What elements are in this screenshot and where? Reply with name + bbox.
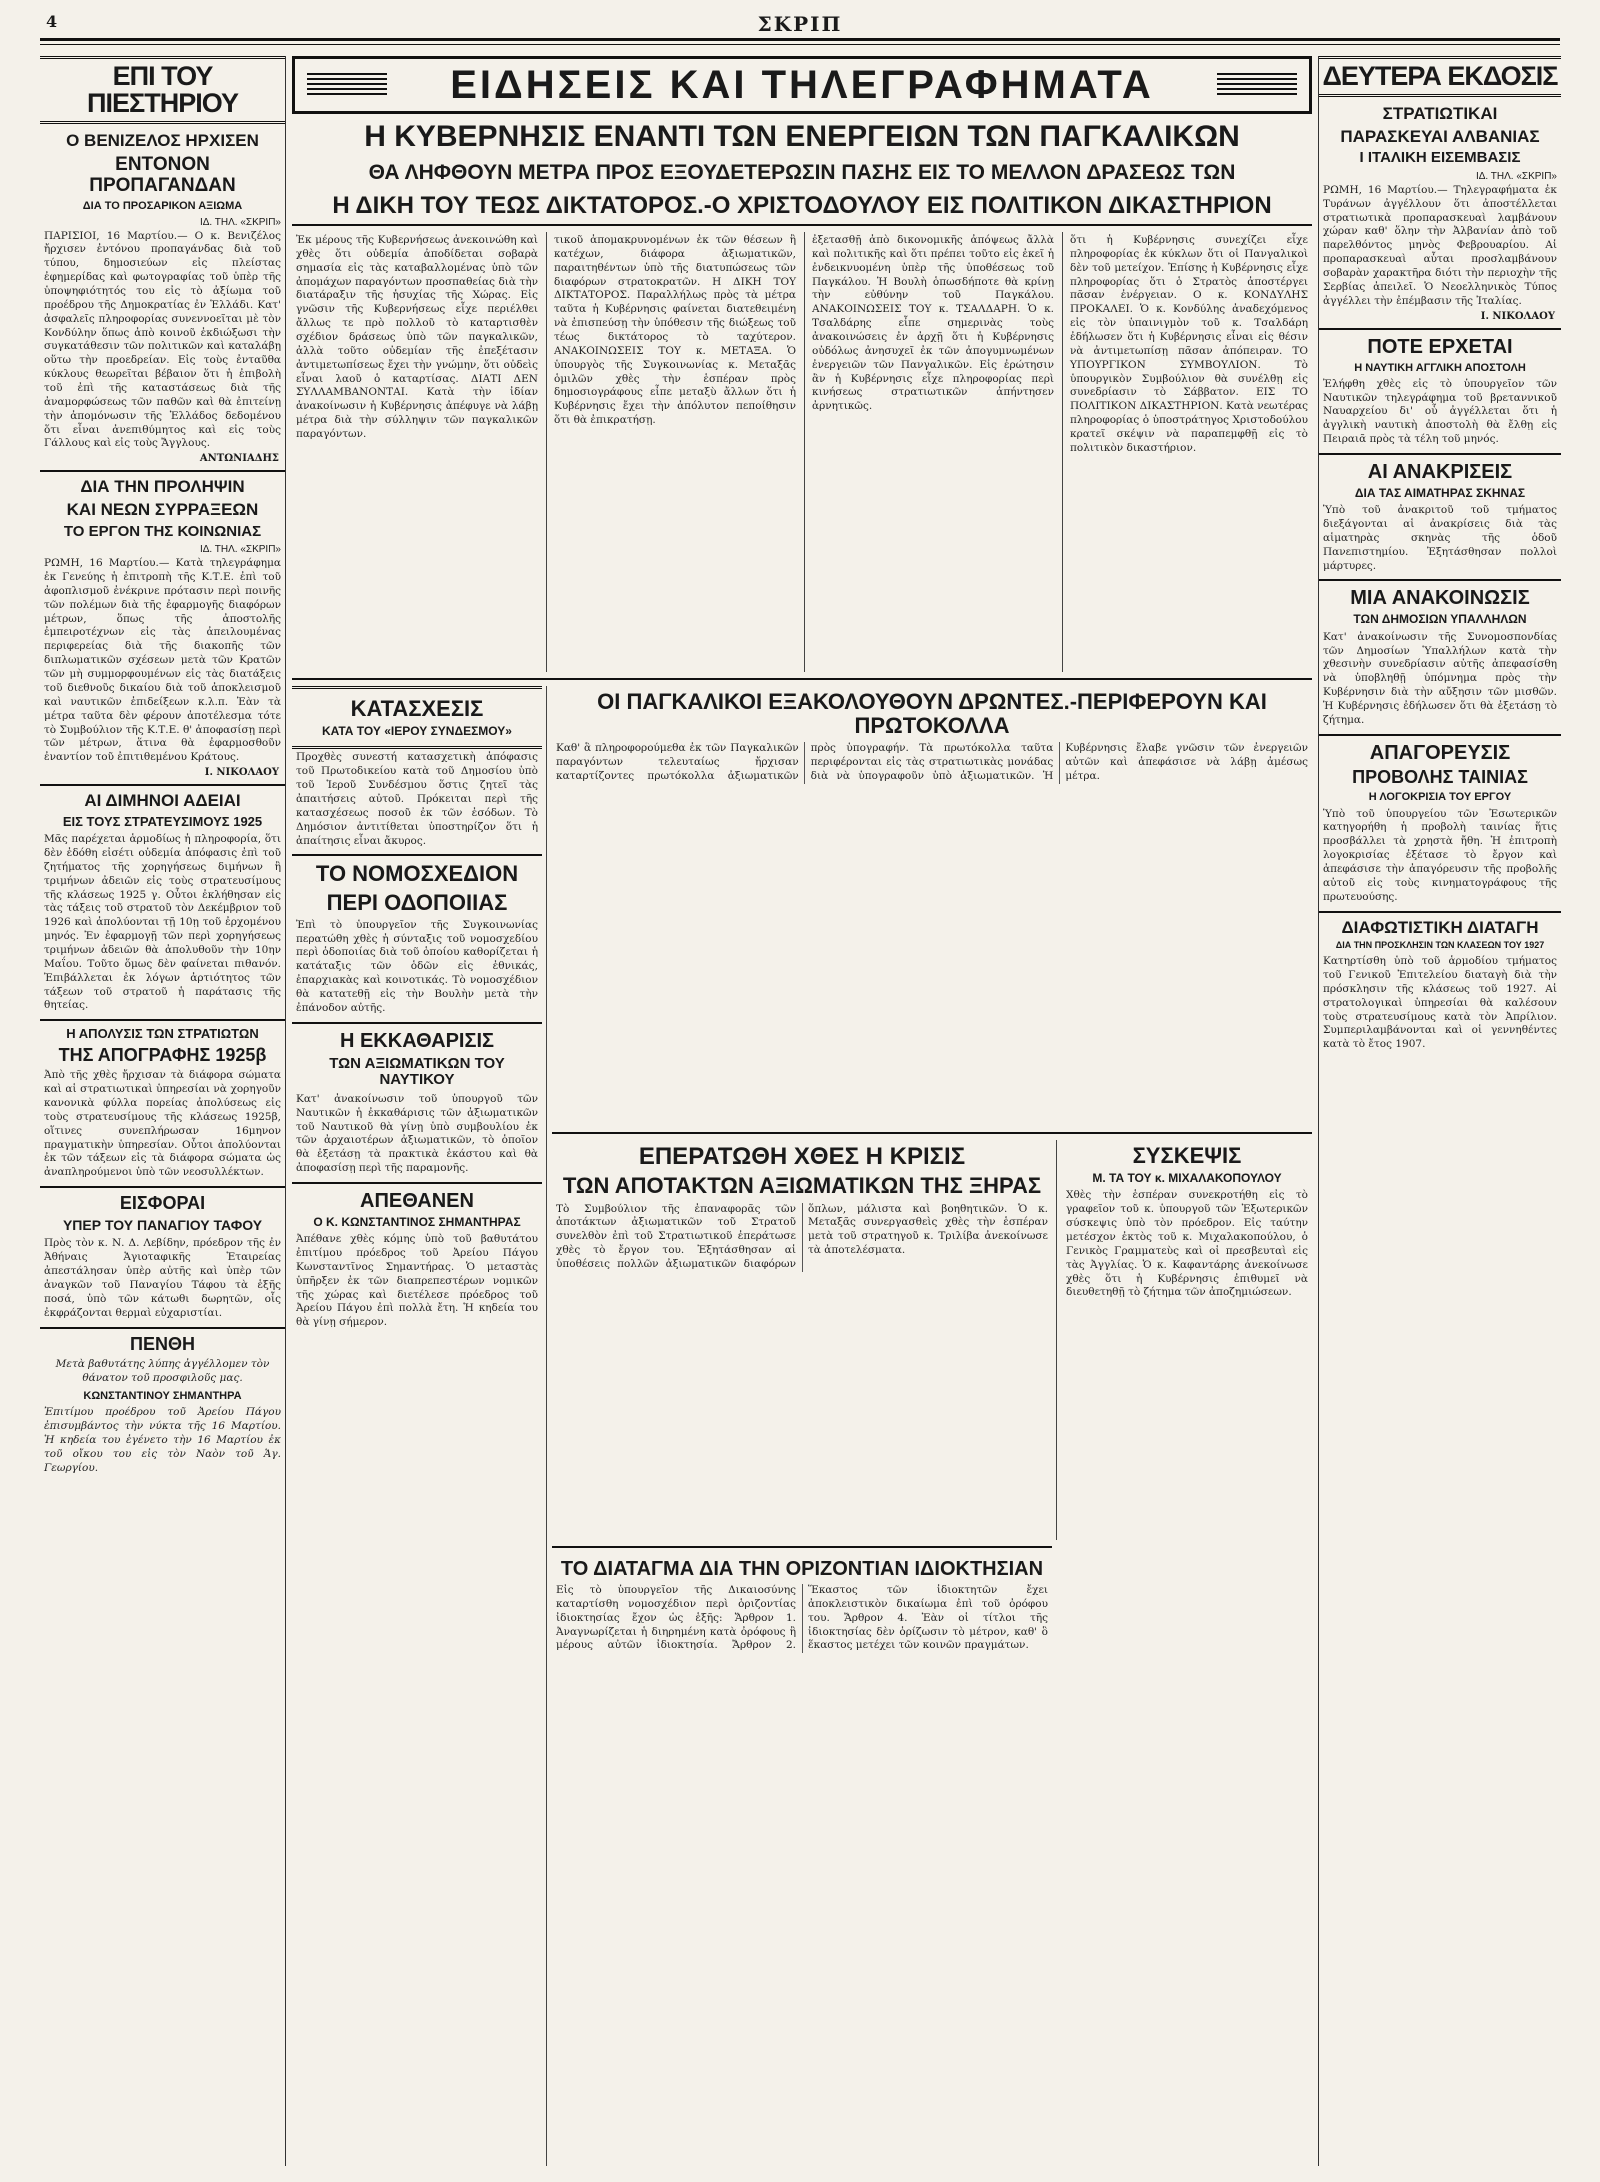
signature: Ι. ΝΙΚΟΛΑΟΥ [204,767,279,779]
headline: ΤΟ ΔΙΑΤΑΓΜΑ ΔΙΑ ΤΗΝ ΟΡΙΖΟΝΤΙΑΝ ΙΔΙΟΚΤΗΣΙΑΝ [560,1558,1044,1580]
article-body: Ἐλήφθη χθὲς εἰς τὸ ὑπουργεῖον τῶν Ναυτικῶν τηλεγράφημα τοῦ βρεταννικοῦ Ναυαρχείου δι' οὗ ἀγγέλλεται ὅτι ἡ ἀγγλικὴ ναυτικὴ ἀποστολὴ θὰ ἔλθῃ εἰς Πειραιᾶ πρὸς τὰ τέλη τοῦ μηνός. [1323,377,1557,446]
sub-column-left [292,686,542,2166]
lead-subheadline: ΘΑ ΛΗΦΘΟΥΝ ΜΕΤΡΑ ΠΡΟΣ ΕΞΟΥΔΕΤΕΡΩΣΙΝ ΠΑΣΗΣ ΕΙΣ ΤΟ ΜΕΛΛΟΝ ΔΡΑΣΕΩΣ ΤΩΝ [368,161,1236,184]
headline: ΜΙΑ ΑΝΑΚΟΙΝΩΣΙΣ [1350,587,1530,610]
subheadline: ΤΩΝ ΔΗΜΟΣΙΩΝ ΥΠΑΛΛΗΛΩΝ [1353,612,1527,627]
article-body: Κατ' ἀνακοίνωσιν τοῦ ὑπουργοῦ τῶν Ναυτικῶν ἡ ἐκκαθάρισις τῶν ἀξιωματικῶν τοῦ Ναυτικοῦ θὰ γίνῃ ὑπὸ συμβουλίου ἐκ τῶν ἀρχαιοτέρων ἀξιωματικῶν, τὸ ὁποῖον θὰ ἐξετάσῃ τὰ πρακτικὰ ἑκάστου καὶ θὰ ἀποφασίσῃ περὶ τῆς παραμονῆς. [296,1092,538,1175]
article-body: Ἀπὸ τῆς χθὲς ἤρχισαν τὰ διάφορα σώματα καὶ αἱ στρατιωτικαὶ ὑπηρεσίαι νὰ χορηγοῦν κανονικὰ φύλλα πορείας ἀπολύσεως εἰς τοὺς στρατευσίμους τῆς κλάσεως 1925β, οἵτινες συνεπλήρωσαν 16μηνον πραγματικὴν ὑπηρεσίαν. Οὗτοι ἀπολύονται ἐκ τῶν τάξεων εἰς τὰ διάφορα σώματα ὡς ἀναπληρούμενοι ὑπὸ τῶν νεοσυλλέκτων. [44,1069,281,1179]
obituary-intro: Μετὰ βαθυτάτης λύπης ἀγγέλλομεν τὸν θάνατον τοῦ προσφιλοῦς μας. [55,1358,270,1385]
section-rule [292,678,1312,680]
news-banner [292,56,1312,114]
article-meeting [1062,1140,1312,2166]
divider [40,470,285,472]
subheadline: ΔΙΑ ΤΗΝ ΠΡΟΣΚΛΗΣΙΝ ΤΩΝ ΚΛΑΣΕΩΝ ΤΟΥ 1927 [1335,940,1545,951]
lead-body-col [550,232,800,672]
article-protocols [552,686,1312,1126]
headline: ΠΟΤΕ ΕΡΧΕΤΑΙ [1367,335,1513,358]
article-body: Ἐκ μέρους τῆς Κυβερνήσεως ἀνεκοινώθη καὶ χθὲς ὅτι οὐδεμία ἀποδίδεται σοβαρὰ σημασία εἰς τὰς καταβαλλομένας ὑπὸ τῶν ἀπομάχων παραγόντων προσπαθείας διὰ τὴν διατάραξιν τῆς ἡσυχίας τῆς Χώρας. Εἰς γνῶσιν τῆς Κυβερνήσεως εἶχε περιέλθει ἄλλως τε πρὸ πολλοῦ τὸ καταρτισθὲν σχέδιον δράσεως ὑπὸ τῶν παγκαλικῶν, ἀλλὰ τοῦτο οὐδεμίαν τῆς ἐπεξέτασιν ἀντιμετωπίσεως ἔχει τὴν γνώμην, ὅτι οὐδεὶς εἶναι λαοῦ ὁ καταρτίσας. ΔΙΑΤΙ ΔΕΝ ΣΥΛΛΑΜΒΑΝΟΝΤΑΙ. Κατὰ τὴν ἰδίαν ἀνακοίνωσιν ἡ Κυβέρνησις ἀπέφυγε νὰ λάβῃ μέτρα διὰ τὴν σύλληψιν τῶν παγκαλικῶν παραγόντων. [296,234,538,441]
dateline: ΙΔ. ΤΗΛ. «ΣΚΡΙΠ» [199,544,281,556]
lead-body-col [808,232,1058,672]
divider [1319,579,1561,581]
article-body: Ἐπιτίμου προέδρου τοῦ Ἀρείου Πάγου ἐπισυμβάντος τὴν νύκτα τῆς 16 Μαρτίου. Ἡ κηδεία του ἐγένετο τὴν 16 Μαρτίου ἐκ τοῦ οἴκου του εἰς τὸν Ναὸν τοῦ Ἁγ. Γεωργίου. [44,1406,281,1474]
headline: ΑΠΕΘΑΝΕΝ [360,1189,474,1212]
article-albania [1319,105,1561,322]
subheadline: Ο Κ. ΚΩΝΣΤΑΝΤΙΝΟΣ ΣΗΜΑΝΤΗΡΑΣ [313,1214,521,1229]
article-prevention [40,478,285,778]
article-decree [552,1554,1052,2166]
deceased-name: ΚΩΝΣΤΑΝΤΙΝΟΥ ΣΗΜΑΝΤΗΡΑ [83,1390,242,1403]
article-body: Ὑπὸ τοῦ ὑπουργείου τῶν Ἐσωτερικῶν κατηγορήθη ἡ προβολὴ ταινίας ἥτις προσβάλλει τὰ χρηστὰ ἤθη. Ἡ ἐπιτροπὴ λογοκρισίας ἐξέτασε τὸ ἔργον καὶ ἀπεφάσισε τὴν ἀπαγόρευσιν τῆς προβολῆς αὐτοῦ εἰς τοὺς κινηματογράφους τῆς πρωτευούσης. [1323,807,1557,903]
article-venizelos [40,132,285,464]
headline: ΠΕΝΘΗ [129,1333,195,1354]
left-column [40,56,286,2166]
headline: ΠΕΡΙ ΟΔΟΠΟΙΙΑΣ [326,889,508,915]
divider [292,1182,542,1184]
headline: ΠΑΡΑΣΚΕΥΑΙ ΑΛΒΑΝΙΑΣ [1340,126,1540,146]
article-body: Κατ' ἀνακοίνωσιν τῆς Συνομοσπονδίας τῶν Δημοσίων Ὑπαλλήλων κατὰ τὴν χθεσινὴν συνεδρίασιν αὐτῆς ἀπεφασίσθη νὰ ὑποβληθῇ ὑπόμνημα πρὸς τὴν Κυβέρνησιν διὰ τὴν αὔξησιν τῶν μισθῶν. Ἡ Κυβέρνησις ἐδήλωσεν ὅτι θὰ ἐξετάσῃ τὸ ζήτημα. [1323,630,1557,726]
page-number: 4 [46,12,58,31]
article-naval-mission [1319,336,1561,447]
banner-title: ΕΙΔΗΣΕΙΣ ΚΑΙ ΤΗΛΕΓΡΑΦΗΜΑΤΑ [450,63,1154,107]
headline: ΣΥΣΚΕΨΙΣ [1132,1143,1242,1168]
headline: ΣΤΡΑΤΙΩΤΙΚΑΙ [1382,104,1498,123]
headline: ΤΟ ΝΟΜΟΣΧΕΔΙΟΝ [315,861,519,887]
subheadline: ΕΙΣ ΤΟΥΣ ΣΤΡΑΤΕΥΣΙΜΟΥΣ 1925 [62,813,263,829]
article-body: ΡΩΜΗ, 16 Μαρτίου.— Τηλεγραφήματα ἐκ Τυράνων ἀγγέλλουν ὅτι ἀποστέλλεται στρατιωτικὰ προπαρασκευαὶ λαμβάνουν χώραν καθ' ὅλην τὴν Ἀλβανίαν ἀπὸ τοῦ παρελθόντος μηνὸς Φεβρουαρίου. Αἱ προπαρασκευαὶ αὗται προσλαμβάνουν σοβαρὰν χαρακτῆρα διότι τὴν περιοχὴν τῆς Σερβίας ἀπειλεῖ. Ὁ Νεοελληνικὸς Τύπος ἀγγέλλει τὴν ἐπέμβασιν τῆς Ἰταλίας. [1323,183,1557,307]
headline: ΤΗΣ ΑΠΟΓΡΑΦΗΣ 1925β [58,1044,267,1065]
article-crisis [552,1140,1052,1540]
article-body: Τὸ Συμβούλιον τῆς ἐπαναφορᾶς τῶν ἀποτάκτων ἀξιωματικῶν τοῦ Στρατοῦ συνελθὸν ἐπὶ τοῦ Στρατιωτικοῦ ἐπεράτωσε χθὲς τὸ ἔργον του. Ἐξητάσθησαν αἱ ὑποθέσεις πολλῶν ἀξιωματικῶν διαφόρων ὅπλων, μάλιστα καὶ βοηθητικῶν. Ὁ κ. Μεταξᾶς συνεργασθεὶς χθὲς τὴν ἑσπέραν μετὰ τοῦ στρατηγοῦ κ. Τριλίβα ἀνεκοίνωσε τὰ ἀποτελέσματα. [556,1202,1048,1271]
left-section-title: ΕΠΙ ΤΟΥ ΠΙΕΣΤΗΡΙΟΥ [87,61,238,118]
subheadline: Η ΝΑΥΤΙΚΗ ΑΓΓΛΙΚΗ ΑΠΟΣΤΟΛΗ [1354,361,1526,374]
subheadline: Ι ΙΤΑΛΙΚΗ ΕΙΣΕΜΒΑΣΙΣ [1359,149,1521,167]
article-body: Πρὸς τὸν κ. Ν. Δ. Λεβίδην, πρόεδρον τῆς ἐν Ἀθήναις Ἁγιοταφικῆς Ἑταιρείας ἀπεστάλησαν ὑπὲρ αὐτῆς καὶ ὑπὲρ τῶν ἀναγκῶν τοῦ Παναγίου Τάφου τὰ ἑξῆς ποσά, ὑπὸ τῶν κάτωθι δωρητῶν, οἷς ἐκφράζονται θερμαὶ εὐχαριστίαι. [44,1237,281,1319]
subheadline: ΔΙΑ ΤΑΣ ΑΙΜΑΤΗΡΑΣ ΣΚΗΝΑΣ [1354,486,1526,500]
headline: ΕΙΣΦΟΡΑΙ [119,1193,206,1214]
divider [292,1022,542,1024]
divider [1319,328,1561,330]
subheadline: Μ. ΤΑ ΤΟΥ κ. ΜΙΧΑΛΑΚΟΠΟΥΛΟΥ [1092,1171,1282,1186]
left-section-header [40,56,285,124]
subheadline: ΤΟ ΕΡΓΟΝ ΤΗΣ ΚΟΙΝΩΝΙΑΣ [63,522,262,540]
divider [40,1327,285,1329]
masthead [40,12,1560,41]
article-body: Ἐπὶ τὸ ὑπουργεῖον τῆς Συγκοινωνίας περατώθη χθὲς ἡ σύνταξις τοῦ νομοσχεδίου περὶ ὁδοποιίας διὰ τοῦ ὁποίου καθορίζεται ἡ κατάταξις τῶν ὁδῶν εἰς ἐθνικάς, ἐπαρχιακὰς καὶ κοινοτικάς. Τὸ νομοσχέδιον θὰ κατατεθῇ εἰς τὴν Βουλὴν μετὰ τὴν ἐπάνοδον αὐτῆς. [296,918,538,1014]
right-column [1318,56,1561,2166]
article-contributions [40,1194,285,1320]
lead-body-col [292,232,542,672]
lead-subheadline: Η ΔΙΚΗ ΤΟΥ ΤΕΩΣ ΔΙΚΤΑΤΟΡΟΣ.-Ο ΧΡΙΣΤΟΔΟΥΛΟΥ ΕΙΣ ΠΟΛΙΤΙΚΟΝ ΔΙΚΑΣΤΗΡΙΟΝ [292,194,1312,226]
divider [40,1019,285,1021]
headline: ΕΝΤΟΝΟΝ ΠΡΟΠΑΓΑΝΔΑΝ [89,153,236,196]
column-rule [1062,232,1063,672]
article-seizure-header [292,686,542,749]
headline: ΚΑΤΑΣΧΕΣΙΣ [350,696,484,721]
article-body: Ὑπὸ τοῦ ἀνακριτοῦ τοῦ τμήματος διεξάγονται αἱ ἀνακρίσεις διὰ τὰς αἱματηρὰς σκηνὰς τῆς ὁδοῦ Πανεπιστημίου. Ἐξητάσθησαν πολλοὶ μάρτυρες. [1323,504,1557,572]
article-obituary [40,1335,285,1476]
lead-headline: Η ΚΥΒΕΡΝΗΣΙΣ ΕΝΑΝΤΙ ΤΩΝ ΕΝΕΡΓΕΙΩΝ ΤΩΝ ΠΑΓΚΑΛΙΚΩΝ [364,120,1240,153]
signature: ΑΝΤΩΝΙΑΔΗΣ [199,453,279,465]
article-body: Ἀπέθανε χθὲς κόμης ὑπὸ τοῦ βαθυτάτου ἐπιτίμου πρόεδρος τοῦ Ἀρείου Πάγου Κωνσταντῖνος Σημαντήρας. Ὁ μεταστὰς ὑπῆρξεν ἐκ τῶν διαπρεπεστέρων νομικῶν τῆς χώρας καὶ διετέλεσε πρόεδρος τοῦ Ἀρείου Πάγου ἐπὶ πολλὰ ἔτη. Ἡ κηδεία του θὰ γίνῃ σήμερον. [296,1233,538,1329]
subheadline: ΥΠΕΡ ΤΟΥ ΠΑΝΑΓΙΟΥ ΤΑΦΟΥ [62,1217,263,1233]
signature: Ι. ΝΙΚΟΛΑΟΥ [1480,310,1555,322]
center-column [292,56,1312,2166]
article-body: Εἰς τὸ ὑπουργεῖον τῆς Δικαιοσύνης καταρτίσθη νομοσχέδιον περὶ ὁριζοντίας ἰδιοκτησίας ἔχον ὡς ἑξῆς: Ἄρθρον 1. Ἀναγνωρίζεται ἡ διηρημένη κατὰ ὀρόφους ἢ μέρους αὐτῶν ἰδιοκτησία. Ἄρθρον 2. Ἕκαστος τῶν ἰδιοκτητῶν ἔχει ἀποκλειστικὸν δικαίωμα ἐπὶ τοῦ ὀρόφου του. Ἄρθρον 4. Ἐὰν οἱ τίτλοι τῆς ἰδιοκτησίας δὲν ὁρίζωσιν τὸ μέτρον, καθ' ὃ ἕκαστος μετέχει τῶν κοινῶν πραγμάτων. [556,1584,1048,1652]
right-section-title: ΔΕΥΤΕΡΑ ΕΚΔΟΣΙΣ [1322,61,1558,91]
column-rule [546,686,547,2166]
column-rule [804,232,805,672]
article-discharge [40,1027,285,1180]
article-body: Προχθὲς συνεστή κατασχετικὴ ἀπόφασις τοῦ Πρωτοδικείου κατὰ τοῦ Δημοσίου ὑπὸ τοῦ Ἱεροῦ Συνδέσμου ὅστις ζητεῖ τὰς ἀπαιτήσεις αὐτοῦ. Πρόκειται περὶ τῆς κατασχέσεως ποσοῦ ἐκ τῶν ἐσόδων. Τὸ Δημόσιον ἀντιτίθεται ὑποστηρίζον ὅτι ἡ ἀπαίτησις εἶναι ἄκυρος. [296,751,538,847]
headline: ΑΙ ΔΙΜΗΝΟΙ ΑΔΕΙΑΙ [84,791,241,811]
article-body: Μᾶς παρέχεται ἁρμοδίως ἡ πληροφορία, ὅτι δὲν ἐδόθη εἰσέτι οὐδεμία ἀπόφασις ἐπὶ τοῦ ζητήματος τῆς χορηγήσεως διμήνων ἢ τριμήνων ἀδειῶν εἰς τοὺς στρατευσίμους τῆς κλάσεως 1925 γ. Οὗτοι ἐκλήθησαν εἰς τὰς τάξεις τοῦ στρατοῦ τὸν Δεκέμβριον τοῦ 1926 καὶ ἀπολύονται τῇ 10ῃ τοῦ ἐρχομένου μηνός. Ἐν ἐφαρμογῇ τῶν περὶ χορηγήσεως τριμήνων ἀδειῶν θὰ ἀπολυθοῦν τὴν 10ην Μαΐου. Τοῦτο ὅμως δὲν φαίνεται πιθανόν. Ἐπιβάλλεται ἐκ λόγων ἀρτιότητος τῶν τάξεων τοῦ στρατοῦ ἡ παράτασις τῆς θητείας. [44,833,281,1012]
headline: ΔΙΑ ΤΗΝ ΠΡΟΛΗΨΙΝ [80,477,245,497]
section-rule [552,1132,1312,1134]
article-body: ΠΑΡΙΣΙΟΙ, 16 Μαρτίου.— Ο κ. Βενιζέλος ἤρχισεν ἐντόνου προπαγάνδας διὰ τοῦ τύπου, δημοσιεύων εἰς πλείστας ἐφημερίδας καὶ φωτογραφίας τοῦ ὑπὲρ τῆς ὑποψηφιότητός του εἰς τὸ ἀξίωμα τοῦ προέδρου τῆς Δημοκρατίας ἐν Ἑλλάδι. Κατ' ἀσφαλεῖς πληροφορίας συνεννοεῖται μὲ τὸν Κονδύλην ὅπως ἀπὸ κοινοῦ ἐκδιώξωσι τὴν συγκατάθεσιν τῶν πολιτικῶν καὶ καταλάβῃ οὕτω τὴν προεδρείαν. Εἰς τοὺς ἐνταῦθα κύκλους θεωρεῖται βέβαιον ὅτι ἡ ἐπιβολὴ τοῦ ἐπὶ τῆς καταστάσεως διὰ τῆς ἀναμορφώσεως τῶν παθῶν καὶ θὰ ἐπιτείνῃ τὴν ἀπομόνωσιν τῆς Ἑλλάδος δεδομένου ὅτι εἶναι ἀνεπιθύμητος καὶ εἰς τοὺς Γάλλους καὶ εἰς τοὺς Ἄγγλους. [44,229,281,450]
divider [1319,453,1561,455]
banner-ornament [1217,73,1297,97]
column-rule [1056,1140,1057,1540]
dateline: ΙΔ. ΤΗΛ. «ΣΚΡΙΠ» [1475,170,1557,182]
lead-body-col [1066,232,1312,672]
article-body: Κατηρτίσθη ὑπὸ τοῦ ἁρμοδίου τμήματος τοῦ Γενικοῦ Ἐπιτελείου διαταγὴ διὰ τὴν πρόσκλησιν τῆς κλάσεως τοῦ 1927. Αἱ στρατολογικαὶ ὑπηρεσίαι θὰ καλέσουν τοὺς στρατευσίμους κατὰ τὸν Ἀπρίλιον. Συμπεριλαμβάνονται καὶ οἱ γεννηθέντες κατὰ τὸ ἔτος 1907. [1323,955,1557,1051]
newspaper-name: ΣΚΡΙΠ [757,12,843,36]
article-body: τικοῦ ἀπομακρυνομένων ἐκ τῶν θέσεων ἢ κατέχων, διάφορα ἀξιωματικῶν, παραιτηθέντων ὑπὸ τῆς διατυπώσεως τῶν διαφόρων στρατοκρατῶν. Η ΔΙΚΗ ΤΟΥ ΔΙΚΤΑΤΟΡΟΣ. Παραλλήλως πρὸς τὰ μέτρα ταῦτα ἡ Κυβέρνησις φαίνεται διατεθειμένη νὰ ἐπισπεύσῃ τὴν ὑπόθεσιν τῆς διώξεως τοῦ τέως δικτάτορος τὸ ταχύτερον. ΑΝΑΚΟΙΝΩΣΕΙΣ ΤΟΥ κ. ΜΕΤΑΞΑ. Ὁ ὑπουργὸς τῆς Συγκοινωνίας κ. Μεταξᾶς ὁμιλῶν χθὲς τὴν ἑσπέραν πρὸς δημοσιογράφους εἶπε μεταξὺ ἄλλων ὅτι ἡ Κυβέρνησις ἔχει τὴν ἀπόλυτον πεποίθησιν ὅτι θὰ ἐπικρατήσῃ. [554,234,796,427]
column-rule [546,232,547,672]
headline: ΑΠΑΓΟΡΕΥΣΙΣ [1369,741,1511,764]
headline: ΑΙ ΑΝΑΚΡΙΣΕΙΣ [1367,461,1513,483]
divider [292,854,542,856]
article-film-ban [1319,742,1561,905]
subheadline: ΔΙΑ ΤΟ ΠΡΟΣΑΡΙΚΟΝ ΑΞΙΩΜΑ [82,200,243,213]
headline: Ο ΒΕΝΙΖΕΛΟΣ ΗΡΧΙΣΕΝ [66,131,259,150]
masthead-rule [40,44,1560,45]
article-announcement [1319,587,1561,727]
headline: Η ΑΠΟΛΥΣΙΣ ΤΩΝ ΣΤΡΑΤΙΩΤΩΝ [66,1026,259,1042]
divider [1319,734,1561,736]
article-body: ἐξετασθῇ ἀπὸ δικονομικῆς ἀπόψεως ἄλλὰ καὶ πολιτικῆς καὶ ὅτι πρέπει τοῦτο εἰς ἐκεῖ ἡ ἐνδεικνυομένη ὑπὲρ τῆς ὑποθέσεως τοῦ Παγκάλου. Ἡ Βουλὴ ὁπωσδήποτε θὰ κρίνῃ τὴν εὐθύνην τοῦ Παγκάλου. ΑΝΑΚΟΙΝΩΣΕΙΣ ΤΟΥ κ. ΤΣΑΛΔΑΡΗ. Ὁ κ. Τσαλδάρης εἶπε σημερινὰς τοὺς ἀνακοινώσεις ἐν ἀρχῇ ὅτι ἡ Κυβέρνησις οὐδόλως ἀνησυχεῖ ἐκ τῶν ἀπογυμνωμένων ἐνεργειῶν τῶν Πανγαλικῶν. Εἰς ἐρώτησιν ἂν ἡ Κυβέρνησις εἶχε πληροφορίας περὶ κινήσεως στρατιωτικῶν ἀπήντησεν ἀρνητικῶς. [812,234,1054,413]
article-body: Καθ' ἃ πληροφορούμεθα ἐκ τῶν Παγκαλικῶν παραγόντων τελευταίως ἤρχισαν καταρτίζοντες πρωτόκολλα ἀξιωματικῶν πρὸς ὑπογραφήν. Τὰ πρωτόκολλα ταῦτα περιφέρονται εἰς τὰς στρατιωτικὰς μονάδας διὰ νὰ ὑπογραφοῦν ὑπὸ ἀξιωματικῶν. Ἡ Κυβέρνησις ἔλαβε γνῶσιν τῶν ἐνεργειῶν αὐτῶν καὶ ἀπεφάσισε νὰ λάβῃ ἀμέσως μέτρα. [556,742,1308,783]
article-order [1319,919,1561,1053]
article-body: ὅτι ἡ Κυβέρνησις συνεχίζει εἶχε πληροφορίας ἐκ κύκλων ὅτι οἱ Πανγαλικοὶ δὲν τοῦ μετείχον. Ἐπίσης ἡ Κυβέρνησις εἶχε πληροφορίας ὅτι ὁ Στρατὸς ἀποστέργει πᾶσαν ἐνέργειαν. Ο κ. ΚΟΝΔΥΛΗΣ ΠΡΟΚΑΛΕΙ. Ὁ κ. Κονδύλης ἀναδεχόμενος εἰς τὸν ὑπαινιγμὸν τοῦ κ. Τσαλδάρη ἐδήλωσεν ὅτι ἡ Κυβέρνησις εἶναι εἰς θέσιν νὰ ἀντιμετωπίσῃ πᾶσαν ἀπόπειραν. ΤΟ ΥΠΟΥΡΓΙΚΟΝ ΣΥΜΒΟΥΛΙΟΝ. Τὸ ὑπουργικὸν Συμβούλιον θὰ συνέλθῃ εἰς συνεδρίασιν τὸ Σάββατον. ΕΙΣ ΤΟ ΠΟΛΙΤΙΚΟΝ ΔΙΚΑΣΤΗΡΙΟΝ. Κατὰ νεωτέρας πληροφορίας ὁ ὑποστράτηγος Χριστοδούλου κρατεῖ σκέψιν νὰ παραπεμφθῇ εἰς τὸ πολιτικὸν δικαστήριον. [1070,234,1308,454]
headline: ΤΩΝ ΑΠΟΤΑΚΤΩΝ ΑΞΙΩΜΑΤΙΚΩΝ ΤΗΣ ΞΗΡΑΣ [562,1173,1042,1199]
divider [40,1186,285,1188]
subheadline: Η ΛΟΓΟΚΡΙΣΙΑ ΤΟΥ ΕΡΓΟΥ [1368,791,1512,804]
article-inquiries [1319,461,1561,573]
headline: Η ΕΚΚΑΘΑΡΙΣΙΣ [339,1029,495,1052]
article-body: Χθὲς τὴν ἑσπέραν συνεκροτήθη εἰς τὸ γραφεῖον τοῦ κ. ὑπουργοῦ τῶν Ἐξωτερικῶν σύσκεψις ὑπὸ τὸν πρόεδρον. Εἰς ταύτην μετέσχον ἐκτὸς τοῦ κ. Μιχαλακοπούλου, ὁ Γενικὸς Γραμματεὺς καὶ οἱ πρεσβευταὶ εἰς τὰς Ἀγγλίας. Ὁ κ. Καφαντάρης ἀνεκοίνωσε χθὲς ὅτι ἡ Κυβέρνησις ἐπιθυμεῖ νὰ διευθετηθῇ τὸ ζήτημα τῶν ἀποζημιώσεων. [1066,1189,1308,1299]
divider [1319,911,1561,913]
headline: ΚΑΙ ΝΕΩΝ ΣΥΡΡΑΞΕΩΝ [66,500,259,519]
headline: ΟΙ ΠΑΓΚΑΛΙΚΟΙ ΕΞΑΚΟΛΟΥΘΟΥΝ ΔΡΩΝΤΕΣ.-ΠΕΡΙΦΕΡΟΥΝ ΚΑΙ ΠΡΩΤΟΚΟΛΛΑ [597,689,1267,739]
subheadline: ΚΑΤΑ ΤΟΥ «ΙΕΡΟΥ ΣΥΝΔΕΣΜΟΥ» [322,724,512,739]
divider [40,784,285,786]
headline: ΔΙΑΦΩΤΙΣΤΙΚΗ ΔΙΑΤΑΓΗ [1341,917,1539,937]
dateline: ΙΔ. ΤΗΛ. «ΣΚΡΙΠ» [199,216,281,228]
article-body: ΡΩΜΗ, 16 Μαρτίου.— Κατὰ τηλεγράφημα ἐκ Γενεύης ἡ ἐπιτροπὴ τῆς Κ.Τ.Ε. ἐπὶ τοῦ ἀφοπλισμοῦ ἐνέκρινε πρότασιν περὶ ποινῆς τῶν πολέμων διὰ τῆς ἐφαρμογῆς διαφόρων μέτρων, ὅπως τῆς ἀποστολῆς ἐμπειροτέχνων εἰς τὰς ἀπειλουμένας περιφερείας διὰ τῆς διακοπῆς τῶν διπλωματικῶν σχέσεων μετὰ τῶν Κρατῶν τῶν μὴ συμμορφουμένων εἰς τὰς διατάξεις τοῦ διεθνοῦς δικαίου διὰ τοῦ ἀποκλεισμοῦ καὶ ναυτικῶν ἐπιδείξεων κ.λ.π. Ἐὰν τὰ μέτρα ταῦτα δὲν φέρουν ἀποτέλεσμα τότε τὸ Συμβούλιον τῆς Κ.Τ.Ε. θ' ἀποφασίσῃ περὶ τῶν μέτρων, ἅτινα θὰ ἐφαρμοσθοῦν ἐναντίον τοῦ ἐπιτιθεμένου Κράτους. [44,557,281,764]
headline: ΕΠΕΡΑΤΩΘΗ ΧΘΕΣ Η ΚΡΙΣΙΣ [638,1143,966,1170]
right-section-header [1319,56,1561,97]
headline: ΠΡΟΒΟΛΗΣ ΤΑΙΝΙΑΣ [1352,766,1528,787]
section-rule [552,1546,1052,1548]
article-leave [40,792,285,1013]
subheadline: ΤΩΝ ΑΞΙΩΜΑΤΙΚΩΝ ΤΟΥ ΝΑΥΤΙΚΟΥ [329,1054,505,1089]
